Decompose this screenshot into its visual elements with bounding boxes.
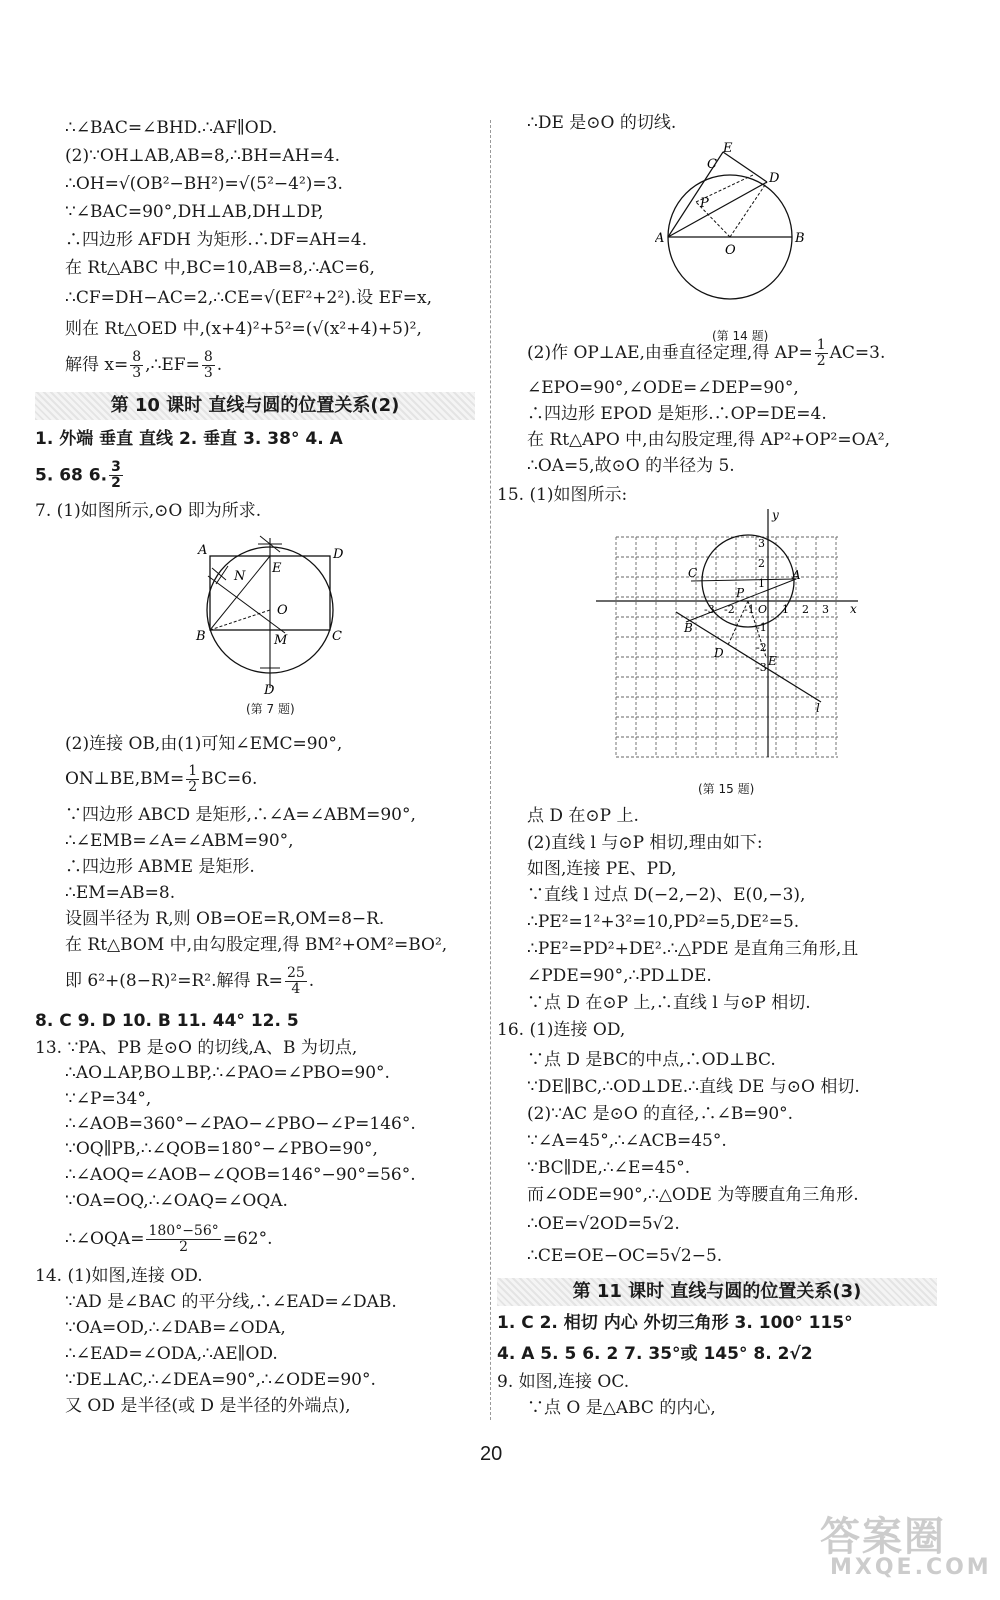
text-line (65, 966, 314, 997)
fraction (146, 1224, 220, 1255)
figure-14 (655, 142, 815, 322)
text-line: ∵OQ∥PB,∴∠QOB=180°−∠PBO=90°, (65, 1139, 378, 1159)
text-line: ∵直线 l 过点 D(−2,−2)、E(0,−3), (527, 885, 806, 905)
question-line: 16. (1)连接 OD, (497, 1020, 626, 1040)
text-line: ∵OA=OD,∴∠DAB=∠ODA, (65, 1318, 286, 1338)
text-line: 又 OD 是半径(或 D 是半径的外端点), (65, 1396, 351, 1416)
text-line: ∵点 D 是BC的中点,∴OD⊥BC. (527, 1050, 776, 1070)
label-e: E (272, 561, 282, 576)
denominator: 2 (111, 475, 121, 491)
text-segment: AC=3. (829, 343, 886, 363)
text-line: 在 Rt△APO 中,由勾股定理,得 AP²+OP²=OA², (527, 430, 891, 450)
text-line (65, 350, 222, 381)
tick-x-neg2: -2 (724, 603, 735, 616)
label-c: C (688, 566, 698, 580)
denominator: 2 (188, 779, 198, 795)
label-p: P (736, 586, 745, 600)
text-segment: 5. 68 6. (35, 465, 108, 486)
label-e: E (768, 654, 777, 668)
label-l: l (816, 701, 820, 715)
segment-be (210, 556, 270, 630)
text-line: 如图,连接 PE、PD, (527, 859, 677, 879)
text-segment: . (308, 971, 315, 991)
answer-line: 8. C 9. D 10. B 11. 44° 12. 5 (35, 1011, 299, 1031)
denominator: 3 (203, 365, 213, 381)
segment-bo (210, 610, 270, 630)
figure-caption: (第 7 题) (246, 702, 295, 716)
watermark-logo (820, 1505, 992, 1585)
figure-7 (190, 528, 350, 696)
label-o: O (725, 243, 736, 258)
fraction (285, 966, 307, 997)
numerator: 25 (286, 965, 305, 981)
text-line: ∴∠EMB=∠A=∠ABM=90°, (65, 831, 294, 851)
text-line: ∴CF=DH−AC=2,∴CE=√(EF²+2²).设 EF=x, (65, 288, 433, 308)
page-number: 20 (480, 1443, 503, 1465)
text-segment: (2)作 OP⊥AE,由垂直径定理,得 AP= (527, 343, 813, 363)
figure-15 (596, 507, 866, 767)
watermark-url: MXQE.COM (830, 1555, 992, 1580)
fraction (109, 460, 123, 491)
text-segment: ,∴EF= (145, 355, 200, 375)
label-m: M (274, 633, 288, 648)
text-line: ∵DE∥BC,∴OD⊥DE.∴直线 DE 与⊙O 相切. (527, 1077, 860, 1097)
section-heading: 第 10 课时 直线与圆的位置关系(2) (35, 392, 475, 420)
text-line: ∵∠A=45°,∴∠ACB=45°. (527, 1131, 727, 1151)
text-line: ∴OE=√2OD=5√2. (527, 1214, 680, 1234)
text-segment: ON⊥BE,BM= (65, 769, 185, 789)
question-line: 15. (1)如图所示: (497, 485, 628, 505)
tick-x-1: 1 (782, 603, 789, 616)
label-n: N (234, 569, 246, 584)
numerator: 180°−56° (148, 1223, 219, 1239)
numerator: 3 (111, 459, 121, 475)
label-a: A (655, 231, 665, 246)
text-segment: ∴∠OQA= (65, 1229, 145, 1249)
label-a: A (792, 568, 801, 582)
text-segment: 解得 x= (65, 355, 129, 375)
text-line: ∴EM=AB=8. (65, 883, 176, 903)
question-line: 13. ∵PA、PB 是⊙O 的切线,A、B 为切点, (35, 1038, 358, 1058)
text-line: 点 D 在⊙P 上. (527, 806, 639, 826)
label-a: A (198, 543, 208, 558)
text-line: 在 Rt△ABC 中,BC=10,AB=8,∴AC=6, (65, 258, 375, 278)
fraction (186, 764, 199, 795)
numerator: 1 (188, 763, 198, 779)
figure-caption: (第 14 题) (712, 329, 769, 343)
text-line: ∵四边形 ABCD 是矩形,∴∠A=∠ABM=90°, (65, 805, 416, 825)
numerator: 8 (132, 349, 142, 365)
label-y: y (772, 508, 779, 522)
text-segment: . (216, 355, 223, 375)
text-line: ∵∠P=34°, (65, 1089, 152, 1109)
text-line: ∴PE²=1²+3²=10,PD²=5,DE²=5. (527, 912, 800, 932)
question-line: 7. (1)如图所示,⊙O 即为所求. (35, 501, 262, 521)
label-p: P (700, 196, 709, 211)
text-line: 在 Rt△BOM 中,由勾股定理,得 BM²+OM²=BO², (65, 935, 448, 955)
text-line: ∴AO⊥AP,BO⊥BP,∴∠PAO=∠PBO=90°. (65, 1063, 390, 1083)
tick-y-neg1: -1 (756, 621, 767, 634)
answer-line: 1. C 2. 相切 内心 外切三角形 3. 100° 115° (497, 1313, 853, 1333)
label-c: C (332, 629, 342, 644)
line-ad (668, 182, 767, 237)
section-heading: 第 11 课时 直线与圆的位置关系(3) (497, 1278, 937, 1306)
label-x: x (850, 602, 857, 616)
label-o: O (277, 603, 288, 618)
tick-x-neg1: -1 (744, 603, 755, 616)
numerator: 8 (203, 349, 213, 365)
fraction (202, 350, 215, 381)
watermark-text: 答案圈 (820, 1514, 946, 1560)
denominator: 4 (291, 981, 301, 997)
text-line: ∴∠EAD=∠ODA,∴AE∥OD. (65, 1344, 278, 1364)
text-line: ∴DE 是⊙O 的切线. (527, 113, 677, 133)
text-line: ∴∠AOB=360°−∠PAO−∠PBO−∠P=146°. (65, 1114, 416, 1134)
denominator: 3 (132, 365, 142, 381)
text-line: ∵AD 是∠BAC 的平分线,∴∠EAD=∠DAB. (65, 1292, 397, 1312)
text-line: ∴OA=5,故⊙O 的半径为 5. (527, 456, 735, 476)
text-line (527, 338, 885, 369)
text-line: ∵DE⊥AC,∴∠DEA=90°,∴∠ODE=90°. (65, 1370, 376, 1390)
label-d: D (333, 547, 344, 562)
text-line: ∠EPO=90°,∠ODE=∠DEP=90°, (527, 378, 799, 398)
text-line: 则在 Rt△OED 中,(x+4)²+5²=(√(x²+4)+5)², (65, 319, 422, 339)
text-segment: 即 6²+(8−R)²=R².解得 R= (65, 971, 283, 991)
column-divider (490, 120, 491, 1420)
text-line: ∴∠BAC=∠BHD.∴AF∥OD. (65, 118, 278, 138)
tick-y-1: 1 (758, 577, 765, 590)
text-line (65, 1224, 273, 1255)
label-c: C (707, 157, 717, 172)
answer-line: 1. 外端 垂直 直线 2. 垂直 3. 38° 4. A (35, 429, 343, 449)
numerator: 1 (816, 337, 826, 353)
tick-y-2: 2 (758, 557, 765, 570)
text-line: ∠PDE=90°,∴PD⊥DE. (527, 966, 712, 986)
text-line: ∴四边形 EPOD 是矩形.∴OP=DE=4. (527, 404, 827, 424)
grid (616, 537, 838, 757)
tick-x-neg3: -3 (704, 603, 715, 616)
text-line: ∴四边形 ABME 是矩形. (65, 857, 255, 877)
label-d: D (769, 171, 780, 186)
text-line (65, 764, 257, 795)
text-line: (2)连接 OB,由(1)可知∠EMC=90°, (65, 734, 343, 754)
segment-ca (691, 579, 796, 581)
text-line: ∴PE²=PD²+DE².∴△PDE 是直角三角形,且 (527, 939, 859, 959)
text-line: ∴OH=√(OB²−BH²)=√(5²−4²)=3. (65, 174, 343, 194)
answer-line: 4. A 5. 5 6. 2 7. 35°或 145° 8. 2√2 (497, 1344, 813, 1364)
answer-line (35, 460, 125, 491)
label-b: B (684, 621, 693, 635)
tick-x-2: 2 (802, 603, 809, 616)
text-line: ∵BC∥DE,∴∠E=45°. (527, 1158, 691, 1178)
tick-y-neg3: -3 (756, 661, 767, 674)
label-b: B (196, 629, 206, 644)
label-b: B (795, 231, 805, 246)
text-line: 而∠ODE=90°,∴△ODE 为等腰直角三角形. (527, 1185, 859, 1205)
text-line: (2)直线 l 与⊙P 相切,理由如下: (527, 833, 763, 853)
tick-x-3: 3 (822, 603, 829, 616)
text-line: ∴∠AOQ=∠AOB−∠QOB=146°−90°=56°. (65, 1165, 416, 1185)
text-line: ∵∠BAC=90°,DH⊥AB,DH⊥DP, (65, 202, 324, 222)
text-line: ∴四边形 AFDH 为矩形.∴DF=AH=4. (65, 230, 367, 250)
segment-od (730, 182, 767, 237)
label-d: D (714, 646, 724, 660)
figure-caption: (第 15 题) (698, 782, 755, 796)
text-line: 设圆半径为 R,则 OB=OE=R,OM=8−R. (65, 909, 385, 929)
text-segment: =62°. (222, 1229, 273, 1249)
text-segment: BC=6. (201, 769, 258, 789)
label-e: E (723, 142, 733, 156)
text-line: ∵点 D 在⊙P 上,∴直线 l 与⊙P 相切. (527, 993, 811, 1013)
tick-y-3: 3 (758, 537, 765, 550)
tick-y-neg2: -2 (756, 641, 767, 654)
fraction (130, 350, 143, 381)
text-line: ∵点 O 是△ABC 的内心, (527, 1398, 716, 1418)
label-d-bottom: D (264, 683, 275, 696)
denominator: 2 (816, 353, 826, 369)
question-line: 14. (1)如图,连接 OD. (35, 1266, 203, 1286)
tick-origin: O (758, 603, 768, 616)
text-line: ∴CE=OE−OC=5√2−5. (527, 1246, 723, 1266)
denominator: 2 (179, 1239, 189, 1255)
text-line: (2)∵AC 是⊙O 的直径,∴∠B=90°. (527, 1104, 794, 1124)
question-line: 9. 如图,连接 OC. (497, 1372, 630, 1392)
fraction (815, 338, 828, 369)
text-line: (2)∵OH⊥AB,AB=8,∴BH=AH=4. (65, 146, 340, 166)
text-line: ∵OA=OQ,∴∠OAQ=∠OQA. (65, 1191, 288, 1211)
